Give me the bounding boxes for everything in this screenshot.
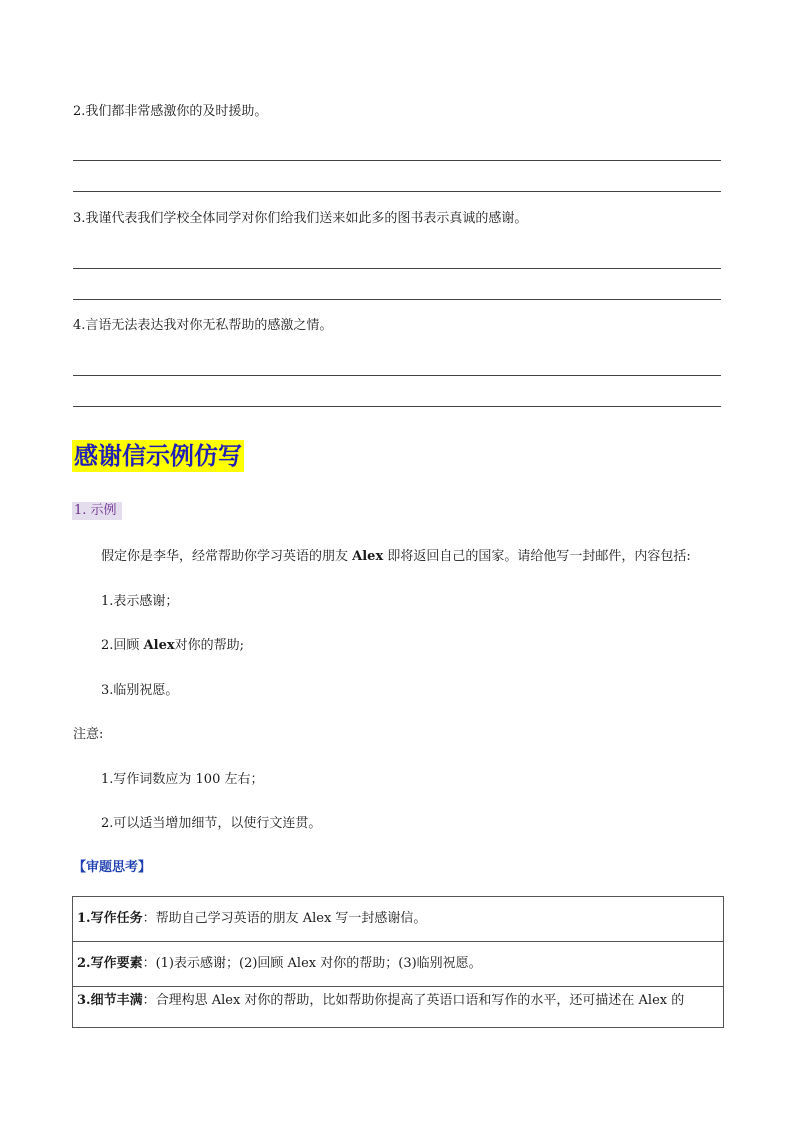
table-row bbox=[73, 897, 724, 942]
table-row bbox=[73, 987, 724, 1028]
row-label: 1.写作任务 bbox=[77, 911, 143, 926]
row-text: ：合理构思 Alex 对你的帮助，比如帮助你提高了英语口语和写作的水平，还可描述在 Alex 的 bbox=[142, 993, 685, 1008]
analysis-title: 【审题思考】 bbox=[73, 860, 152, 875]
point-2 bbox=[101, 638, 244, 654]
note-2: 2.可以适当增加细节，以使行文连贯。 bbox=[101, 816, 322, 831]
example-label: 1. 示例 bbox=[74, 503, 117, 518]
point-2-name: Alex bbox=[143, 638, 175, 653]
answer-line bbox=[73, 268, 721, 269]
row-text: ：(1)表示感谢；(2)回顾 Alex 对你的帮助；(3)临别祝愿。 bbox=[142, 956, 482, 971]
row-label: 2.写作要素 bbox=[77, 956, 143, 971]
row-text: ：帮助自己学习英语的朋友 Alex 写一封感谢信。 bbox=[142, 911, 427, 926]
point-2-text-end: 对你的帮助; bbox=[174, 638, 244, 653]
prompt-name: Alex bbox=[352, 549, 384, 564]
example-label-box bbox=[72, 502, 122, 520]
point-2-text: 2.回顾 bbox=[101, 638, 140, 653]
answer-line bbox=[73, 375, 721, 376]
section-heading: 感谢信示例仿写 bbox=[74, 442, 242, 470]
answer-line bbox=[73, 406, 721, 407]
answer-line bbox=[73, 299, 721, 300]
table-cell bbox=[73, 897, 724, 942]
row-label: 3.细节丰满 bbox=[77, 993, 143, 1008]
table-cell bbox=[73, 942, 724, 987]
point-1: 1.表示感谢； bbox=[101, 594, 179, 609]
answer-line bbox=[73, 160, 721, 161]
answer-line bbox=[73, 191, 721, 192]
example-prompt bbox=[101, 549, 691, 565]
prompt-text: 假定你是李华，经常帮助你学习英语的朋友 bbox=[101, 549, 349, 564]
analysis-table bbox=[72, 896, 724, 1028]
table-cell bbox=[73, 987, 724, 1028]
table-row bbox=[73, 942, 724, 987]
note-1: 1.写作词数应为 100 左右； bbox=[101, 772, 264, 787]
point-3: 3.临别祝愿。 bbox=[101, 683, 179, 698]
exercise-item-2: 2.我们都非常感激你的及时援助。 bbox=[73, 104, 268, 119]
notes-label: 注意: bbox=[73, 727, 104, 742]
prompt-text-end: 即将返回自己的国家。请给他写一封邮件，内容包括: bbox=[387, 549, 691, 564]
exercise-item-4: 4.言语无法表达我对你无私帮助的感激之情。 bbox=[73, 318, 333, 333]
exercise-item-3: 3.我谨代表我们学校全体同学对你们给我们送来如此多的图书表示真诚的感谢。 bbox=[73, 211, 528, 226]
